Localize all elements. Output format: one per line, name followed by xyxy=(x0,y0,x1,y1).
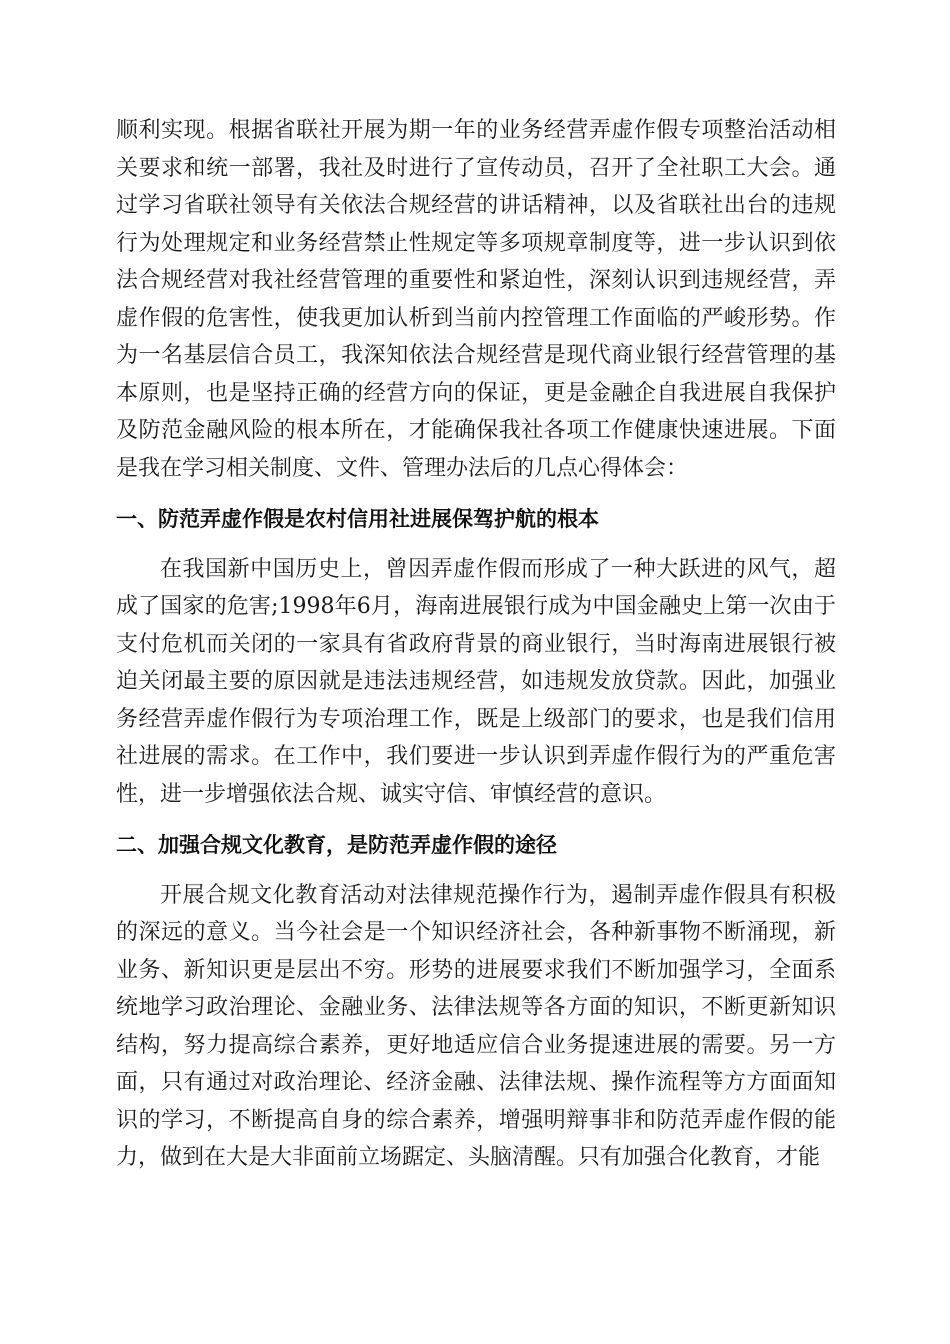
document-body xyxy=(116,112,836,1177)
section-1-heading: 一、防范弄虚作假是农村信用社进展保驾护航的根本 xyxy=(116,507,599,531)
section-2-paragraph: 开展合规文化教育活动对法律规范操作行为，遏制弄虚作假具有积极的深远的意义。当今社会是一个知识经济社会，各种新事物不断涌现，新业务、新知识更是层出不穷。形势的进展要求我们不断加强学习，全面系统地学习政治理论、金融业务、法律法规等各方面的知识，不断更新知识结构，努力提高综合素养，更好地适应信合业务提速进展的需要。另一方面，只有通过对政治理论、经济金融、法律法规、操作流程等方方面面知识的学习，不断提高自身的综合素养，增强明辩事非和防范弄虚作假的能力，做到在大是大非面前立场踞定、头脑清醒。只有加强合化教育，才能 xyxy=(116,882,836,1170)
section-2-heading: 二、加强合规文化教育，是防范弄虚作假的途径 xyxy=(116,833,557,857)
intro-paragraph: 顺利实现。根据省联社开展为期一年的业务经营弄虚作假专项整治活动相关要求和统一部署，我社及时进行了宣传动员，召开了全社职工大会。通过学习省联社领导有关依法合规经营的讲话精神，以及省联社出台的违规行为处理规定和业务经营禁止性规定等多项规章制度等，进一步认识到依法合规经营对我社经营管理的重要性和紧迫性，深刻认识到违规经营，弄虚作假的危害性，使我更加认析到当前内控管理工作面临的严峻形势。作为一名基层信合员工，我深知依法合规经营是现代商业银行经营管理的基本原则，也是坚持正确的经营方向的保证，更是金融企自我进展自我保护及防范金融风险的根本所在，才能确保我社各项工作健康快速进展。下面是我在学习相关制度、文件、管理办法后的几点心得体会： xyxy=(116,118,836,481)
section-1-paragraph: 在我国新中国历史上，曾因弄虚作假而形成了一种大跃进的风气，超成了国家的危害;1998年6月，海南进展银行成为中国金融史上第一次由于支付危机而关闭的一家具有省政府背景的商业银行，当时海南进展银行被迫关闭最主要的原因就是违法违规经营，如违规发放贷款。因此，加强业务经营弄虚作假行为专项治理工作，既是上级部门的要求，也是我们信用社进展的需求。在工作中，我们要进一步认识到弄虚作假行为的严重危害性，进一步增强依法合规、诚实守信、审慎经营的意识。 xyxy=(116,556,836,807)
